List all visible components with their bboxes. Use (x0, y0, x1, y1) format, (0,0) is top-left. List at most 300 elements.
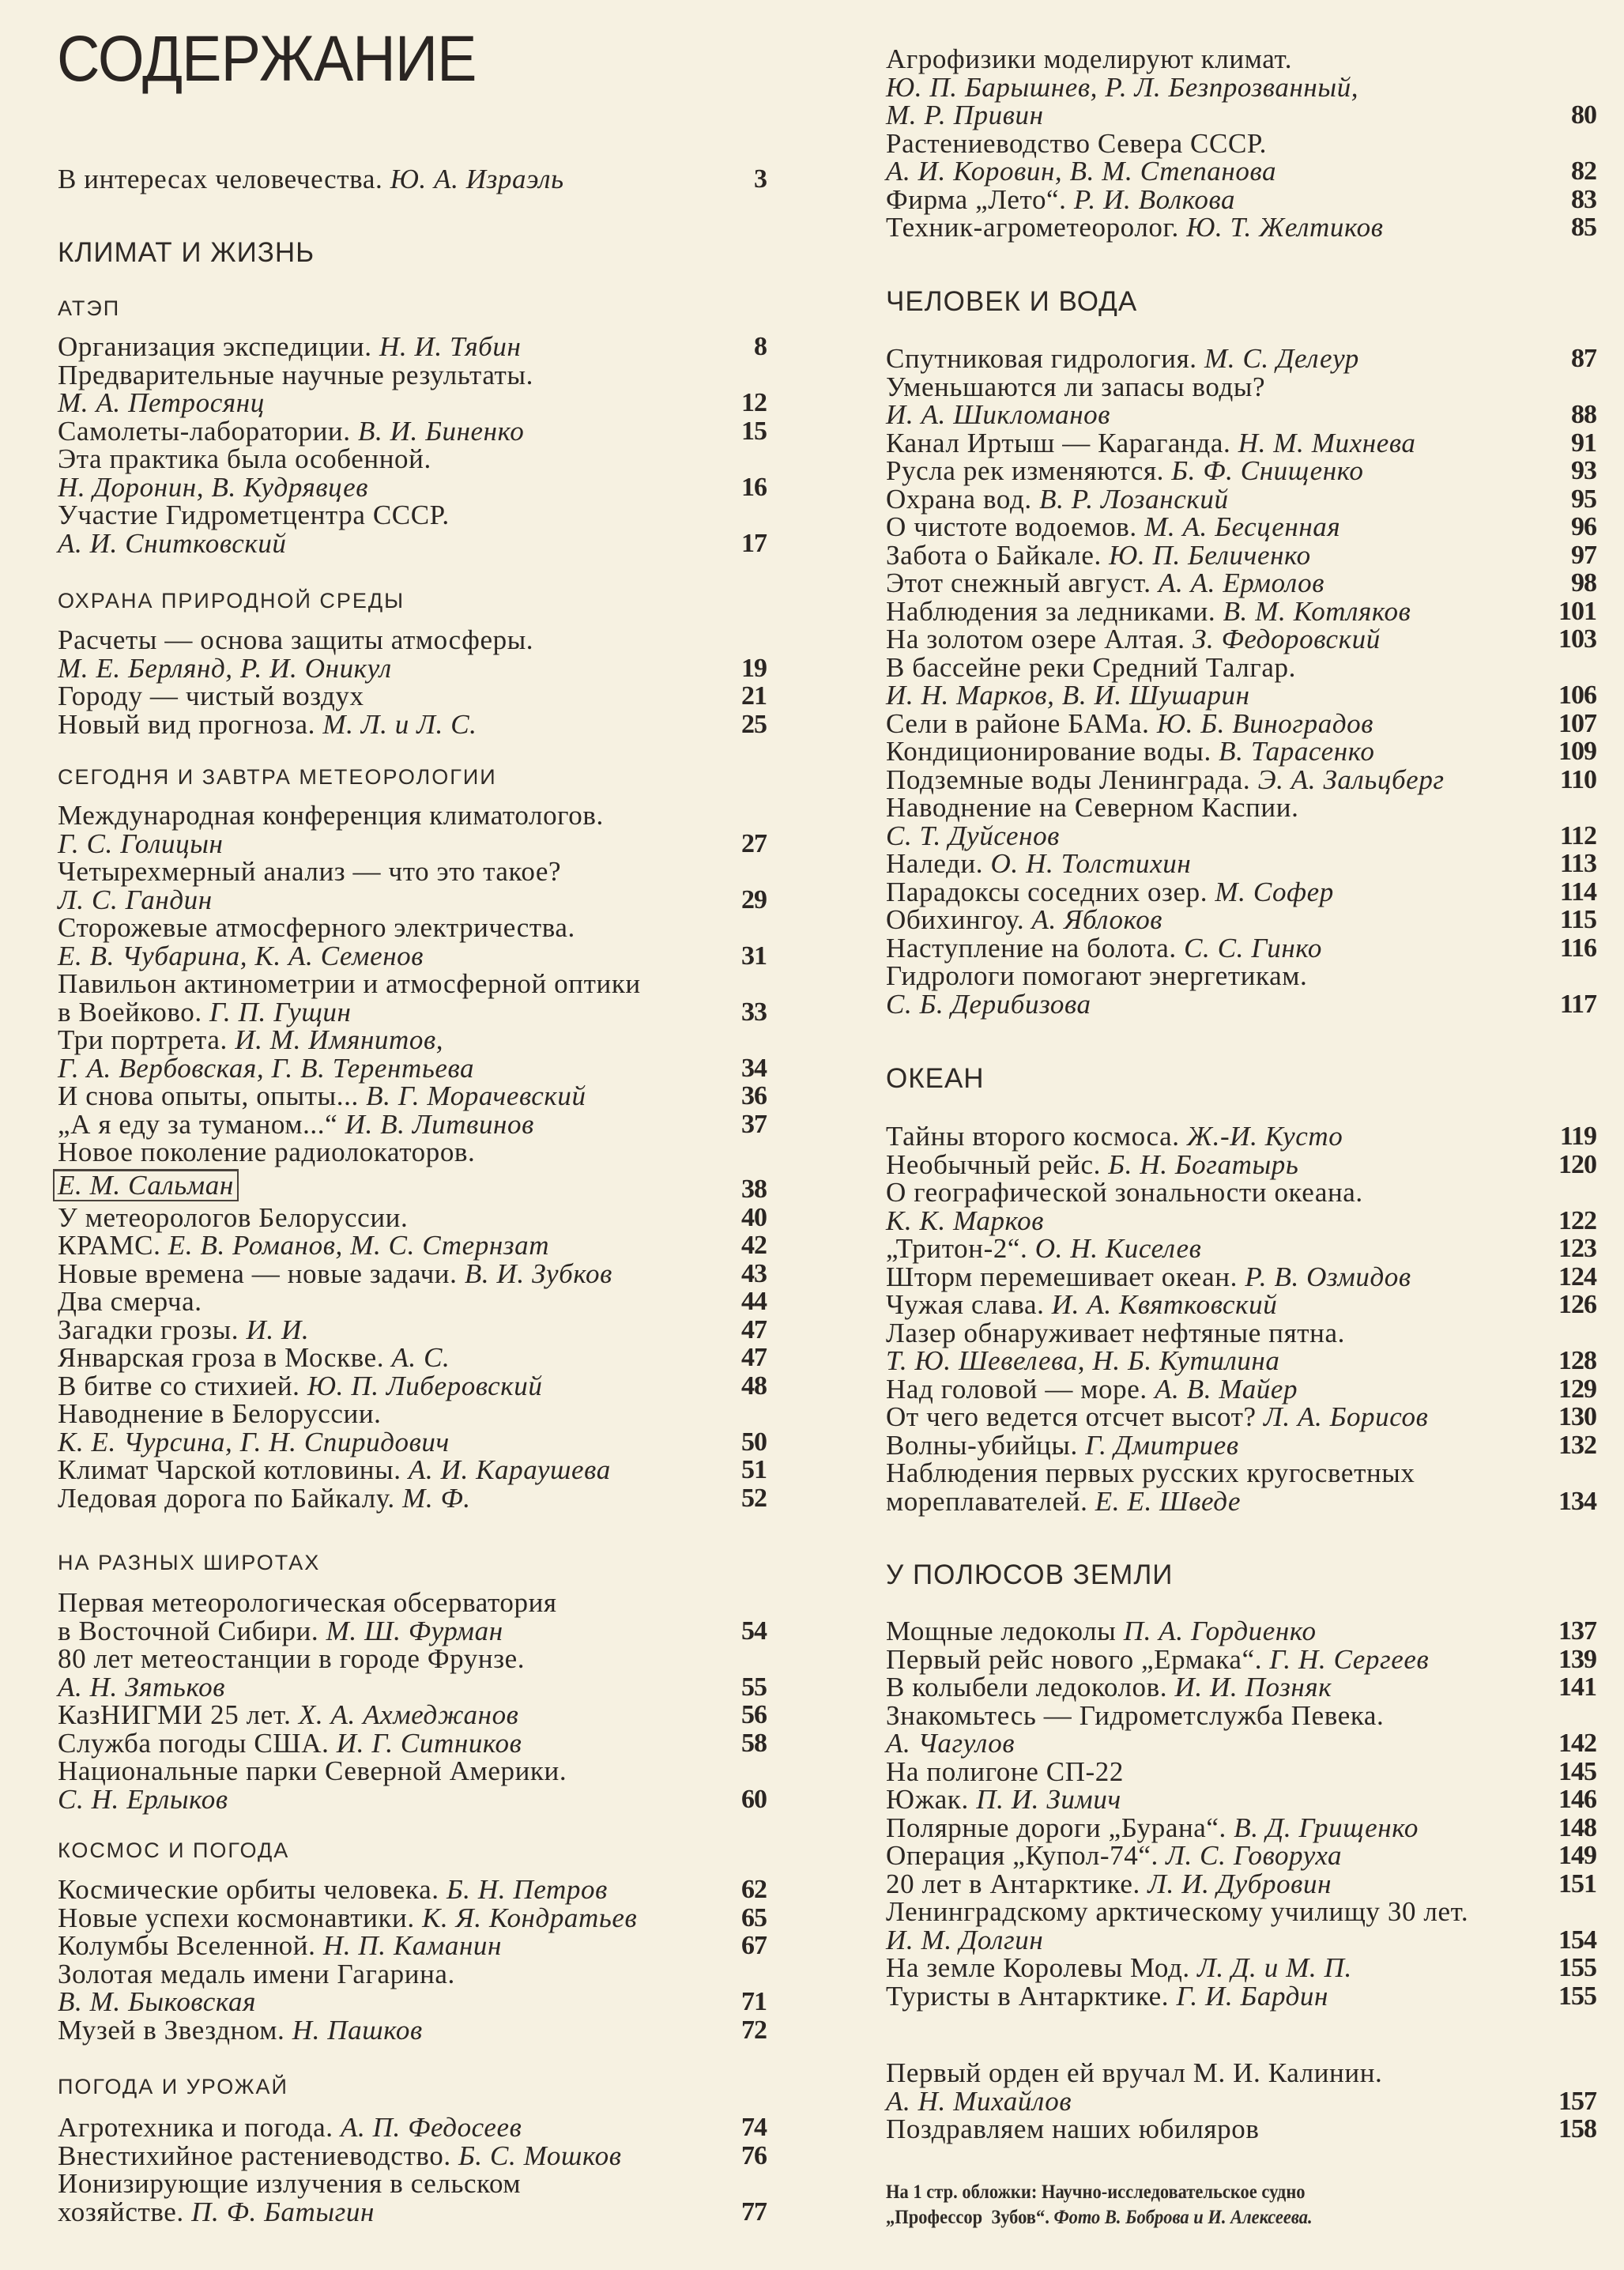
page-number: 88 (1571, 400, 1596, 429)
article-author: Л. Д. и М. П. (1197, 1952, 1352, 1983)
article-title: Гидрологи помогают энергетикам. (886, 960, 1308, 991)
entry-text (886, 1898, 1468, 1954)
entry-text (58, 2016, 423, 2045)
toc-entry[interactable] (886, 1699, 1596, 1759)
article-author: Б. Н. Петров (446, 1874, 608, 1905)
entry-list (58, 626, 767, 738)
article-author: И. И. (246, 1314, 310, 1345)
entry-text (58, 333, 521, 361)
article-author: Х. А. Ахмеджанов (298, 1699, 519, 1730)
page-number: 128 (1558, 1346, 1596, 1375)
article-title: Космические орбиты человека. (58, 1874, 439, 1905)
article-title: Русла рек изменяются. (886, 455, 1165, 486)
article-title: Колумбы Вселенной. (58, 1930, 316, 1961)
toc-entry[interactable] (58, 1701, 767, 1729)
page-number: 95 (1571, 484, 1596, 514)
article-author: А. С. (391, 1342, 450, 1373)
entry-text (58, 1201, 409, 1233)
article-title: Новые времена — новые задачи. (58, 1258, 458, 1289)
entry-list (58, 801, 767, 1512)
toc-entry[interactable] (886, 1122, 1596, 1151)
toc-entry[interactable] (58, 626, 767, 682)
toc-entry[interactable] (886, 707, 1596, 739)
article-author: Л. С. Гандин (58, 884, 213, 915)
article-title: Агрофизики моделируют климат. (886, 43, 1293, 74)
article-author: О. Н. Толстихин (990, 848, 1192, 879)
toc-entry[interactable] (886, 1431, 1596, 1460)
toc-entry[interactable] (58, 417, 767, 446)
toc-entry[interactable] (886, 737, 1596, 766)
entry-text (886, 569, 1324, 598)
article-author: С. Н. Ерлыков (58, 1783, 228, 1815)
entry-text (886, 1291, 1277, 1319)
article-title: Загадки грозы. (58, 1314, 239, 1345)
entry-text (58, 445, 431, 501)
page-number: 139 (1558, 1644, 1596, 1674)
toc-entry[interactable] (886, 1178, 1596, 1235)
toc-entry[interactable] (58, 501, 767, 557)
article-title: Ленинградскому арктическому училищу 30 лет. (886, 1896, 1469, 1927)
article-author: С. С. Гинко (1184, 932, 1323, 963)
toc-entry[interactable] (886, 1375, 1596, 1404)
article-title: Павильон актинометрии и атмосферной оптики в Воейково. (58, 968, 641, 1028)
toc-entry[interactable] (58, 333, 767, 361)
entry-text (58, 1372, 542, 1401)
entry-text (58, 1138, 475, 1204)
article-title: Наблюдения первых русских кругосветных мореплавателей. (886, 1457, 1415, 1517)
toc-entry[interactable] (58, 1082, 767, 1110)
entry-text (58, 501, 450, 557)
toc-entry[interactable] (58, 1288, 767, 1316)
page-number: 157 (1558, 2086, 1596, 2116)
toc-entry[interactable] (58, 801, 767, 858)
entry-text (58, 858, 561, 914)
page-number: 77 (741, 2196, 767, 2227)
article-title: 20 лет в Антарктике. (886, 1868, 1140, 1899)
article-author: В. И. Зубков (464, 1258, 612, 1289)
article-title: Сторожевые атмосферного электричества. (58, 912, 575, 943)
page-number: 47 (741, 1314, 767, 1344)
article-author: С. Б. Дерибизова (886, 988, 1091, 1020)
article-title: Городу — чистый воздух (58, 681, 364, 711)
entry-list (58, 165, 767, 194)
article-author: М. Е. Берлянд, Р. И. Оникул (58, 652, 392, 684)
article-author: А. И. Караушева (408, 1454, 611, 1485)
toc-entry[interactable] (886, 513, 1596, 541)
toc-entry[interactable] (886, 569, 1596, 598)
entry-text (886, 1870, 1332, 1899)
article-title: Новые успехи космонавтики. (58, 1902, 415, 1933)
article-author: Э. А. Зальцберг (1257, 764, 1445, 795)
toc-entry[interactable] (886, 1263, 1596, 1291)
toc-entry[interactable] (886, 429, 1596, 458)
toc-entry[interactable] (886, 1982, 1596, 2011)
page-number: 124 (1558, 1261, 1596, 1291)
article-author: Е. Е. Шведе (1095, 1485, 1242, 1517)
entry-text (886, 1375, 1298, 1404)
entry-text (886, 1673, 1332, 1702)
page-number: 15 (741, 416, 767, 446)
subsection-heading: ОХРАНА ПРИРОДНОЙ СРЕДЫ (58, 589, 405, 613)
toc-entry[interactable] (58, 1372, 767, 1401)
toc-entry[interactable] (58, 445, 767, 501)
page-number: 115 (1559, 905, 1596, 934)
toc-entry[interactable] (58, 1026, 767, 1082)
article-author: Ю. Б. Виноградов (1156, 707, 1374, 739)
entry-list (886, 1122, 1596, 1515)
toc-entry[interactable] (886, 934, 1596, 963)
article-author: Т. Ю. Шевелева, Н. Б. Кутилина (886, 1345, 1280, 1376)
article-title: Лазер обнаруживает нефтяные пятна. (886, 1317, 1345, 1348)
toc-entry[interactable] (886, 651, 1596, 711)
article-title: От чего ведется отсчет высот? (886, 1401, 1257, 1432)
page-number: 137 (1558, 1616, 1596, 1646)
article-author: В. Р. Лозанский (1039, 483, 1229, 515)
toc-entry[interactable] (886, 1235, 1596, 1263)
entry-text (886, 1785, 1121, 1814)
entry-text (886, 429, 1416, 458)
entry-text (886, 1755, 1125, 1787)
article-title: Сели в районе БАМа. (886, 707, 1150, 739)
article-title: Участие Гидрометцентра СССР. (58, 500, 450, 530)
article-title: Международная конференция климатологов. (58, 800, 604, 831)
toc-entry[interactable] (58, 1645, 767, 1701)
entry-text (886, 1403, 1428, 1431)
toc-entry[interactable] (886, 766, 1596, 794)
article-title: Операция „Купол-74“. (886, 1840, 1159, 1871)
toc-entry[interactable] (886, 345, 1596, 373)
entry-text (58, 801, 604, 858)
entry-text (58, 1026, 474, 1082)
page-number: 120 (1558, 1149, 1596, 1179)
article-title: Растениеводство Севера СССР. (886, 127, 1267, 159)
article-author: И. М. Имянитов, Г. А. Вербовская, Г. В. Терентьева (58, 1024, 475, 1084)
toc-entry[interactable] (58, 914, 767, 970)
entry-text (886, 595, 1411, 627)
entry-text (58, 1400, 450, 1456)
toc-entry[interactable] (58, 1456, 767, 1484)
page-number: 155 (1558, 1981, 1596, 2011)
article-title: Внестихийное растениеводство. (58, 2140, 451, 2171)
article-author: В. М. Котляков (1223, 595, 1411, 627)
article-author: Б. С. Мошков (458, 2140, 622, 2171)
toc-entry[interactable] (886, 1842, 1596, 1870)
toc-entry[interactable] (58, 1876, 767, 1904)
page-number: 114 (1559, 877, 1596, 907)
toc-entry[interactable] (58, 1932, 767, 1960)
toc-entry[interactable] (886, 373, 1596, 429)
article-title: Кондиционирование воды. (886, 736, 1211, 767)
toc-entry[interactable] (58, 708, 767, 740)
article-author: Е. В. Чубарина, К. А. Семенов (58, 940, 424, 971)
article-title: Расчеты — основа защиты атмосферы. (58, 624, 534, 655)
article-title: Наледи. (886, 848, 984, 879)
article-author: М. Софер (1215, 876, 1334, 907)
article-author: Б. Ф. Снищенко (1171, 455, 1364, 486)
toc-entry[interactable] (58, 2170, 767, 2226)
entry-list (58, 1589, 767, 1813)
article-title: Обихингоу. (886, 904, 1025, 935)
page-number: 130 (1558, 1402, 1596, 1431)
article-title: Организация экспедиции. (58, 331, 372, 362)
entry-text (886, 625, 1381, 654)
entry-text (58, 1456, 611, 1484)
page-number: 27 (741, 828, 767, 858)
toc-entry[interactable] (58, 1484, 767, 1513)
entry-text (58, 1484, 471, 1513)
article-title: В битве со стихией. (58, 1370, 300, 1401)
article-author: П. Ф. Батыгин (191, 2196, 375, 2227)
page-number: 17 (741, 528, 767, 558)
article-title: Знакомьтесь — Гидрометслужба Певека. (886, 1699, 1385, 1731)
section-heading: КЛИМАТ И ЖИЗНЬ (58, 237, 315, 268)
article-title: Этот снежный август. (886, 568, 1151, 598)
page-number: 36 (741, 1081, 767, 1110)
page-number: 29 (741, 884, 767, 914)
article-author: А. И. Коровин, В. М. Степанова (886, 156, 1277, 187)
toc-entry[interactable] (886, 1643, 1596, 1675)
toc-entry[interactable] (886, 794, 1596, 850)
article-title: Полярные дороги „Бурана“. (886, 1812, 1226, 1843)
article-title: Два смерча. (58, 1286, 202, 1317)
toc-entry[interactable] (886, 1673, 1596, 1702)
article-author: А. А. Ермолов (1158, 568, 1325, 598)
page-number: 154 (1558, 1925, 1596, 1955)
toc-entry[interactable] (58, 1231, 767, 1260)
article-title: Золотая медаль имени Гагарина. (58, 1958, 455, 1989)
page-number: 112 (1559, 820, 1596, 850)
toc-entry[interactable] (58, 1260, 767, 1288)
article-title: Канал Иртыш — Караганда. (886, 427, 1231, 458)
toc-entry[interactable] (886, 1291, 1596, 1319)
article-author: Л. И. Дубровин (1147, 1868, 1332, 1899)
page-number: 155 (1558, 1953, 1596, 1982)
article-author: П. А. Гордиенко (1123, 1616, 1317, 1646)
page-number: 12 (741, 388, 767, 417)
entry-list (886, 2059, 1596, 2144)
toc-entry[interactable] (58, 165, 767, 194)
article-title: Фирма „Лето“. (886, 183, 1067, 215)
page-number: 65 (741, 1902, 767, 1933)
page-number: 123 (1558, 1234, 1596, 1263)
page-number: 107 (1558, 708, 1596, 738)
page-number: 149 (1558, 1841, 1596, 1870)
page-number: 126 (1558, 1290, 1596, 1319)
article-title: Ионизирующие излучения в сельском хозяйстве. (58, 2168, 522, 2227)
toc-entry[interactable] (58, 1589, 767, 1645)
article-author: А. В. Майер (1155, 1373, 1298, 1405)
article-title: Ледовая дорога по Байкалу. (58, 1482, 395, 1514)
entry-list (58, 2114, 767, 2226)
entry-text (886, 345, 1359, 373)
article-author: А. Яблоков (1031, 904, 1163, 935)
toc-entry[interactable] (886, 595, 1596, 627)
page-number: 44 (741, 1287, 767, 1316)
subsection-heading: АТЭП (58, 296, 121, 320)
article-author: А. И. Снитковский (58, 527, 287, 559)
toc-entry[interactable] (886, 1755, 1596, 1787)
toc-entry[interactable] (58, 2016, 767, 2045)
entry-text (58, 1316, 309, 1344)
toc-entry[interactable] (58, 1729, 767, 1758)
article-title: „А я еду за туманом...“ (58, 1108, 338, 1140)
page-number: 83 (1571, 184, 1596, 214)
article-title: Новое поколение радиолокаторов. (58, 1137, 476, 1167)
toc-entry[interactable] (58, 1400, 767, 1456)
article-title: 80 лет метеостанции в городе Фрунзе. (58, 1643, 526, 1674)
subsection-heading: ПОГОДА И УРОЖАЙ (58, 2075, 288, 2098)
page-title: СОДЕРЖАНИЕ (57, 23, 477, 95)
page-number: 96 (1571, 512, 1596, 541)
page-number: 132 (1558, 1430, 1596, 1460)
entry-text (886, 1319, 1345, 1375)
cover-footnote (886, 2180, 1313, 2230)
toc-entry[interactable] (58, 1904, 767, 1933)
toc-entry[interactable] (886, 485, 1596, 514)
article-title: В колыбели ледоколов. (886, 1672, 1168, 1702)
article-title: Техник-агрометеоролог. (886, 212, 1179, 243)
toc-entry[interactable] (886, 1319, 1596, 1375)
toc-entry[interactable] (886, 962, 1596, 1018)
page-number: 76 (741, 2140, 767, 2170)
toc-entry[interactable] (58, 1344, 767, 1372)
page-number: 51 (741, 1455, 767, 1484)
toc-entry[interactable] (58, 1201, 767, 1233)
toc-entry[interactable] (58, 858, 767, 914)
article-title: Наводнение на Северном Каспии. (886, 792, 1299, 823)
toc-entry[interactable] (886, 1870, 1596, 1899)
article-author: М. А. Петросянц (58, 387, 265, 418)
article-title: Тайны второго космоса. (886, 1121, 1180, 1152)
article-author: Н. И. Тябин (379, 331, 522, 362)
article-title: Три портрета. (58, 1024, 228, 1055)
article-author: Ж.-И. Кусто (1186, 1121, 1343, 1152)
article-author: К. Е. Чурсина, Г. Н. Спиридович (58, 1426, 450, 1457)
toc-entry[interactable] (886, 183, 1596, 215)
page-number: 72 (741, 2015, 767, 2045)
page-number: 47 (741, 1343, 767, 1372)
toc-entry[interactable] (886, 2059, 1596, 2115)
toc-entry[interactable] (886, 1617, 1596, 1646)
page-number: 62 (741, 1875, 767, 1904)
toc-entry[interactable] (58, 970, 767, 1026)
article-author: Е. В. Романов, М. С. Стернзат (168, 1230, 550, 1261)
page-number: 113 (1559, 849, 1596, 878)
article-title: Спутниковая гидрология. (886, 343, 1197, 374)
article-author: Р. В. Озмидов (1245, 1261, 1411, 1292)
page-number: 34 (741, 1053, 767, 1083)
entry-text (886, 2115, 1259, 2144)
article-author: Б. Н. Богатырь (1108, 1148, 1299, 1180)
entry-text (58, 1231, 549, 1260)
entry-text (58, 1288, 202, 1316)
entry-text (58, 1260, 612, 1288)
toc-entry[interactable] (886, 1459, 1596, 1515)
article-author: Ю. Т. Желтиков (1186, 212, 1384, 243)
subsection-heading: СЕГОДНЯ И ЗАВТРА МЕТЕОРОЛОГИИ (58, 765, 497, 789)
article-author: К. Я. Кондратьев (422, 1902, 638, 1933)
entry-text (886, 513, 1340, 541)
page-number: 129 (1558, 1374, 1596, 1404)
entry-text (886, 183, 1236, 215)
toc-entry[interactable] (886, 45, 1596, 130)
article-author: А. П. Федосеев (341, 2112, 522, 2143)
toc-entry[interactable] (886, 1785, 1596, 1814)
toc-entry[interactable] (886, 1954, 1596, 1982)
entry-text (886, 373, 1265, 429)
entry-text (886, 1982, 1328, 2011)
toc-entry[interactable] (58, 1757, 767, 1813)
toc-entry[interactable] (58, 1110, 767, 1139)
toc-entry[interactable] (886, 457, 1596, 485)
entry-list (886, 45, 1596, 242)
entry-text (58, 2142, 622, 2170)
article-title: Чужая слава. (886, 1289, 1045, 1320)
toc-entry[interactable] (886, 850, 1596, 878)
article-title: О чистоте водоемов. (886, 511, 1137, 542)
entry-text (58, 1645, 525, 1701)
page-number: 33 (741, 997, 767, 1027)
article-author: И. Г. Ситников (336, 1727, 522, 1759)
subsection-heading: КОСМОС И ПОГОДА (58, 1838, 290, 1862)
entry-text (58, 1701, 518, 1729)
entry-list (886, 1617, 1596, 2010)
article-author: Г. П. Гущин (209, 996, 352, 1028)
toc-entry[interactable] (886, 213, 1596, 242)
toc-entry[interactable] (886, 541, 1596, 570)
article-title: Январская гроза в Москве. (58, 1342, 385, 1373)
article-title: В бассейне реки Средний Талгар. (886, 651, 1296, 683)
toc-entry[interactable] (58, 1316, 767, 1344)
article-title: Наблюдения за ледниками. (886, 595, 1216, 627)
toc-entry[interactable] (886, 878, 1596, 907)
article-author: Ю. А. Израэль (390, 164, 564, 194)
toc-entry[interactable] (58, 2114, 767, 2142)
toc-entry[interactable] (886, 127, 1596, 187)
toc-entry[interactable] (58, 1960, 767, 2016)
entry-text (58, 1344, 450, 1372)
page-number: 37 (741, 1109, 767, 1139)
entry-text (58, 361, 533, 417)
toc-entry[interactable] (58, 1138, 767, 1204)
article-author: М. Ш. Фурман (326, 1615, 503, 1646)
article-author: В. М. Быковская (58, 1986, 256, 2017)
article-author: Г. И. Бардин (1176, 1980, 1328, 2012)
toc-entry[interactable] (886, 1148, 1596, 1180)
page-number: 158 (1558, 2114, 1596, 2144)
article-author: И. В. Литвинов (345, 1108, 534, 1140)
entry-text (58, 1876, 608, 1904)
article-title: На золотом озере Алтая. (886, 624, 1185, 654)
toc-entry[interactable] (886, 906, 1596, 934)
toc-entry[interactable] (886, 1898, 1596, 1954)
toc-entry[interactable] (58, 361, 767, 417)
toc-entry[interactable] (886, 1814, 1596, 1842)
entry-text (58, 626, 533, 682)
entry-text (886, 457, 1364, 485)
toc-entry[interactable] (58, 2142, 767, 2170)
article-author: В. Д. Грищенко (1234, 1812, 1419, 1843)
toc-entry[interactable] (58, 682, 767, 711)
article-author: Н. Пашков (292, 2014, 423, 2046)
toc-entry[interactable] (886, 625, 1596, 654)
page-number: 8 (754, 332, 767, 361)
entry-text (58, 708, 477, 740)
toc-entry[interactable] (886, 2115, 1596, 2144)
toc-entry[interactable] (886, 1403, 1596, 1431)
page-number: 19 (741, 653, 767, 683)
article-author: Г. Н. Сергеев (1269, 1643, 1430, 1675)
